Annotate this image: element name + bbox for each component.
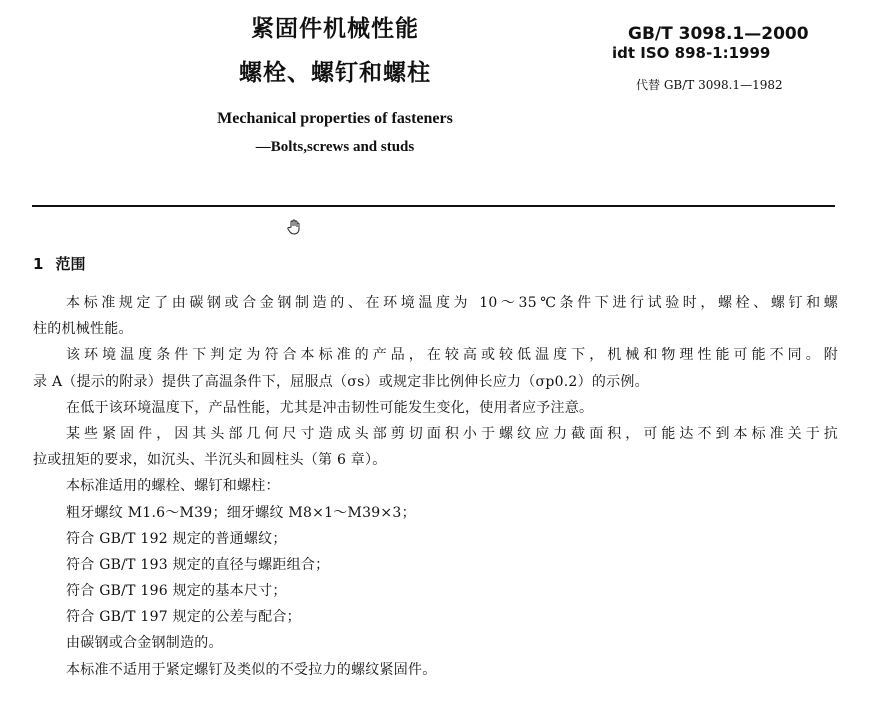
- section-number: 1: [33, 255, 44, 273]
- hand-cursor-icon: [285, 218, 303, 236]
- idt-code: idt ISO 898-1:1999: [612, 44, 771, 62]
- page-title-en-line2: —Bolts,screws and studs: [255, 139, 415, 155]
- paragraph-line: 本标准不适用于紧定螺钉及类似的不受拉力的螺纹紧固件。: [66, 661, 437, 678]
- page-title-en-line1: Mechanical properties of fasteners: [217, 110, 453, 127]
- paragraph-line: 本标准规定了由碳钢或合金钢制造的、在环境温度为 10～35℃条件下进行试验时，螺栓、螺钉和螺: [66, 295, 838, 311]
- paragraph-line: 本标准适用的螺栓、螺钉和螺柱：: [66, 478, 280, 495]
- paragraph-line: 某些紧固件，因其头部几何尺寸造成头部剪切面积小于螺纹应力截面积，可能达不到本标准关于抗: [66, 425, 838, 442]
- paragraph-line: 符合 GB/T 197 规定的公差与配合；: [66, 609, 301, 626]
- section-title: 范围: [55, 255, 86, 273]
- header-rule: [32, 205, 835, 207]
- paragraph-line: 符合 GB/T 192 规定的普通螺纹；: [66, 530, 287, 547]
- paragraph-line: 在低于该环境温度下，产品性能，尤其是冲击韧性可能发生变化，使用者应予注意。: [66, 399, 594, 416]
- paragraph-line: 符合 GB/T 196 规定的基本尺寸；: [66, 583, 287, 600]
- body-text: [33, 290, 838, 683]
- paragraph-line: 符合 GB/T 193 规定的直径与螺距组合；: [66, 556, 330, 573]
- standard-code: GB/T 3098.1—2000: [628, 24, 809, 44]
- paragraph-line: 拉或扭矩的要求，如沉头、半沉头和圆柱头（第 6 章）。: [33, 452, 387, 469]
- section-heading: [33, 253, 85, 274]
- paragraph-line: 柱的机械性能。: [33, 321, 133, 338]
- paragraph-line: 录 A（提示的附录）提供了高温条件下，屈服点（σs）或规定非比例伸长应力（σp0.2）的示例。: [33, 373, 649, 390]
- page-title-zh-line2: 螺栓、螺钉和螺柱: [239, 60, 431, 86]
- paragraph-line: 该环境温度条件下判定为符合本标准的产品，在较高或较低温度下，机械和物理性能可能不同。附: [66, 347, 838, 364]
- replaces-note: 代替 GB/T 3098.1—1982: [636, 78, 783, 92]
- paragraph-line: 由碳钢或合金钢制造的。: [66, 635, 223, 652]
- page-title-zh-line1: 紧固件机械性能: [251, 16, 419, 42]
- paragraph-line: 粗牙螺纹 M1.6～M39；细牙螺纹 M8×1～M39×3；: [66, 504, 416, 521]
